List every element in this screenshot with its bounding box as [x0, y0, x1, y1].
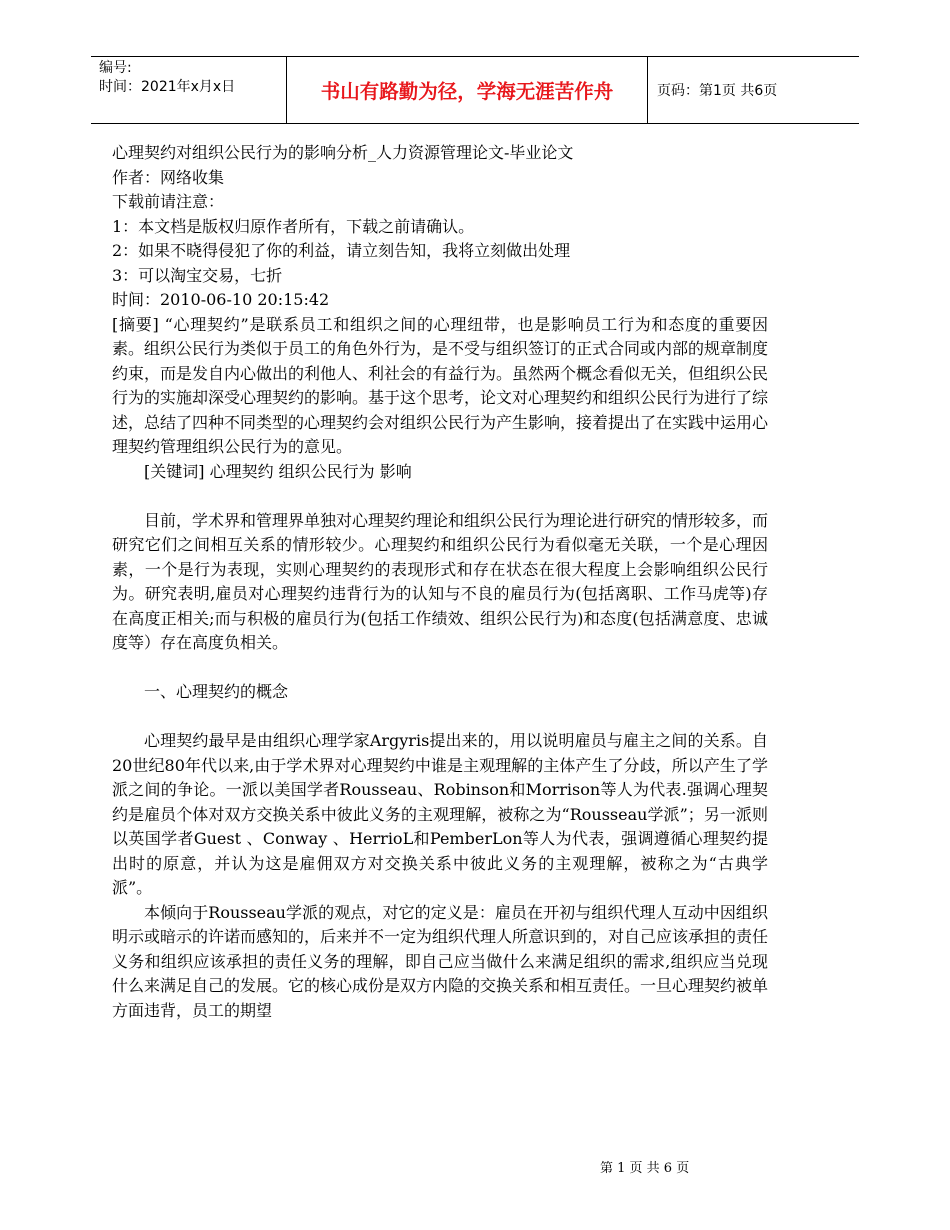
spacer [112, 705, 768, 730]
spacer [112, 656, 768, 681]
header-meta [91, 57, 295, 123]
doc-time: 时间：2010-06-10 20:15:42 [112, 290, 330, 309]
keywords: [关键词] 心理契约 组织公民行为 影响 [144, 461, 412, 481]
intro-paragraph: 目前，学术界和管理界单独对心理契约理论和组织公民行为理论进行研究的情形较多，而研究它们之间相互关系的情形较少。心理契约和组织公民行为看似毫无关联，一个是心理因素，一个是行为表现，实则心理契约的表现形式和存在状态在很大程度上会影响组织公民行为。研究表明,雇员对心理契约违背行为的认知与不良的雇员行为(包括离职、工作马虎等)存在高度正相关;而与积极的雇员行为(包括工作绩效、组织公民行为)和态度(包括满意度、忠诚度等）存在高度负相关。 [112, 510, 769, 652]
page-header [91, 56, 859, 124]
doc-author: 作者：网络收集 [112, 167, 225, 187]
page-footer: 第 1 页 共 6 页 [600, 1161, 690, 1176]
body-paragraph: 本倾向于Rousseau学派的观点，对它的定义是：雇员在开初与组织代理人互动中因组织明示或暗示的许诺而感知的，后来并不一定为组织代理人所意识到的，对自己应该承担的责任义务和组织应该承担的责任义务的理解，即自己应当做什么来满足组织的需求,组织应当兑现什么来满足自己的发展。它的核心成份是双方内隐的交换关系和相互责任。一旦心理契约被单方面违背，员工的期望 [112, 902, 769, 1020]
notice-item: 1：本文档是版权归原作者所有，下载之前请确认。 [112, 216, 475, 236]
code-label: 编号: [99, 60, 132, 76]
header-page-label: 页码：第1页 共6页 [657, 83, 778, 99]
abstract: [摘要] “心理契约”是联系员工和组织之间的心理纽带，也是影响员工行为和态度的重要因素。组织公民行为类似于员工的角色外行为，是不受与组织签订的正式合同或内部的规章制度约束，而是发自内心做出的利他人、利社会的有益行为。虽然两个概念看似无关，但组织公民行为的实施却深受心理契约的影响。基于这个思考，论文对心理契约和组织公民行为进行了综述，总结了四种不同类型的心理契约会对组织公民行为产生影响，接着提出了在实践中运用心理契约管理组织公民行为的意见。 [112, 314, 769, 456]
notice-item: 2：如果不晓得侵犯了你的利益，请立刻告知，我将立刻做出处理 [112, 241, 571, 260]
document-body [112, 141, 768, 1023]
time-label: 时间：2021年x月x日 [99, 79, 236, 95]
section-heading: 一、心理契约的概念 [144, 682, 289, 701]
body-paragraph: 心理契约最早是由组织心理学家Argyris提出来的，用以说明雇员与雇主之间的关系。自20世纪80年代以来,由于学术界对心理契约中谁是主观理解的主体产生了分歧，所以产生了学派之间的争论。一派以美国学者Rousseau、Robinson和Morrison等人为代表.强调心理契约是雇员个体对双方交换关系中彼此义务的主观理解，被称之为“Rousseau学派”；另一派则以英国学者Guest 、Conway 、HerrioL和PemberLon等人为代表，强调遵循心理契约提出时的原意，并认为这是雇佣双方对交换关系中彼此义务的主观理解，被称之为“古典学派”。 [112, 731, 768, 897]
spacer [112, 484, 768, 509]
notice-item: 3：可以淘宝交易，七折 [112, 265, 283, 285]
doc-title: 心理契约对组织公民行为的影响分析_人力资源管理论文-毕业论文 [112, 143, 574, 162]
notice-title: 下载前请注意： [112, 192, 225, 211]
header-slogan: 书山有路勤为径，学海无涯苦作舟 [286, 57, 648, 123]
